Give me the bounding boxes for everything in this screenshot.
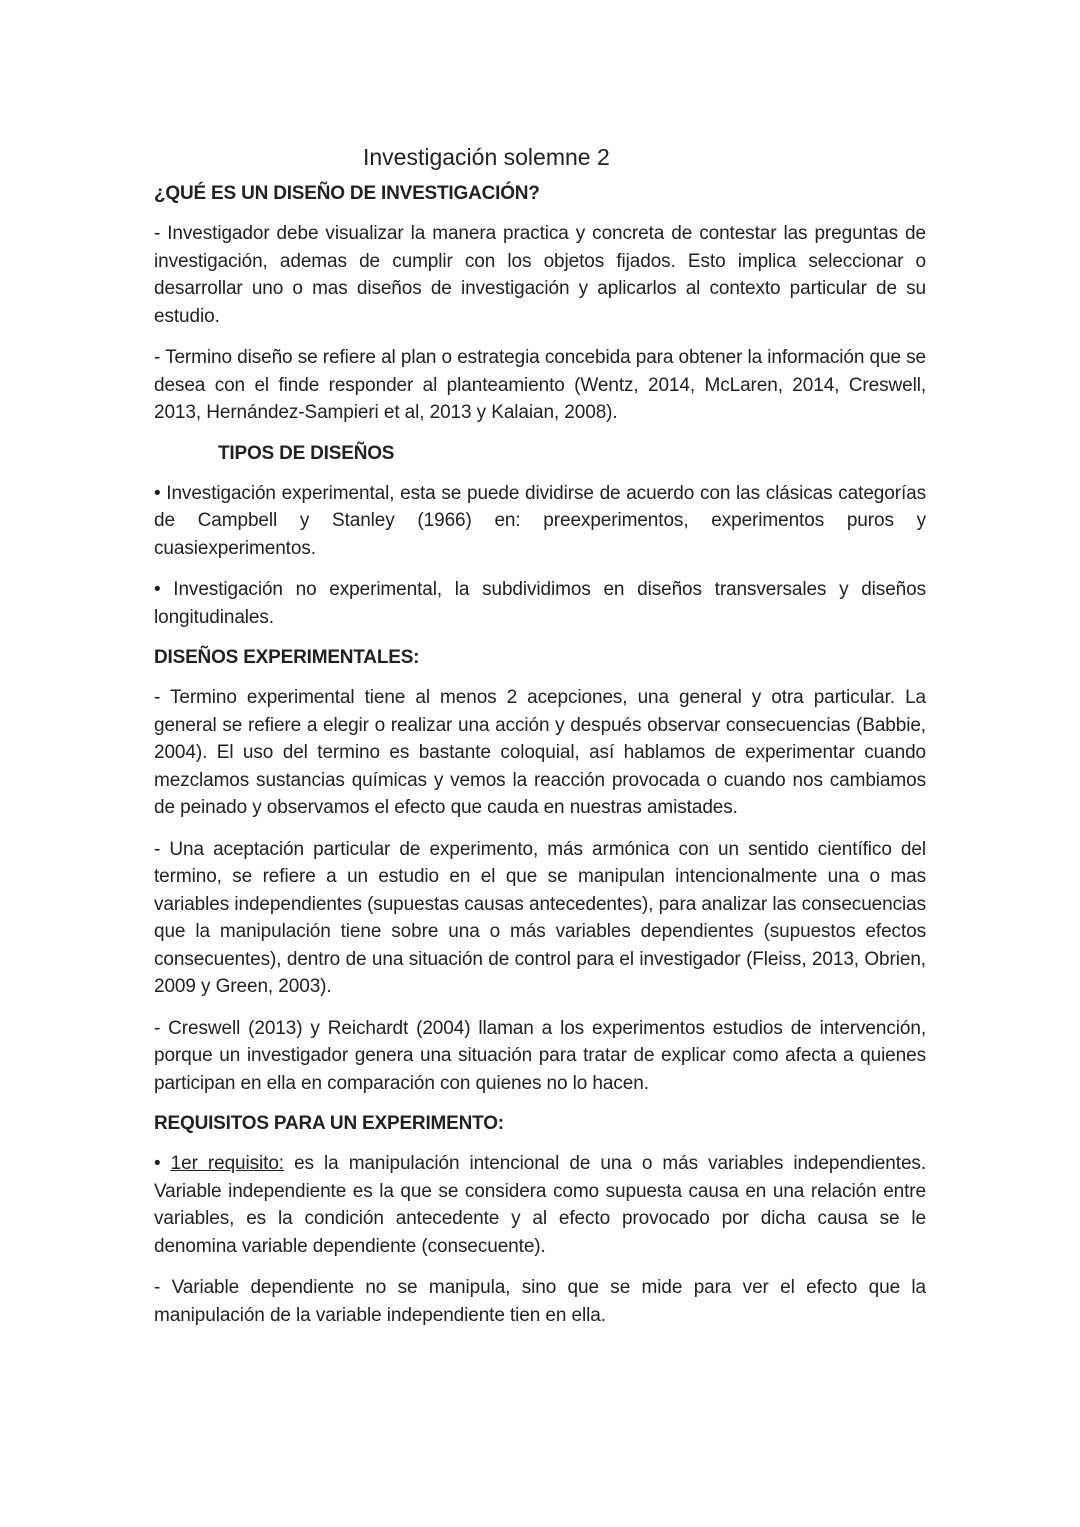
heading-que-es-diseno: ¿QUÉ ES UN DISEÑO DE INVESTIGACIÓN?	[154, 183, 540, 204]
requisito-label: 1er requisito:	[170, 1153, 284, 1174]
bullet-primer-requisito	[154, 1150, 926, 1260]
paragraph-variable-dependiente: - Variable dependiente no se manipula, sino que se mide para ver el efecto que la manipulación de la variable independiente tien en ella.	[154, 1277, 926, 1326]
requisito-text: es la manipulación intencional de una o más variables independientes. Variable independiente es la que se considera como supuesta causa en una relación entre variables, es la condición antecedente y al efecto provocado por dicha causa se le denomina variable dependiente (consecuente).	[154, 1153, 926, 1257]
paragraph-termino-experimental: - Termino experimental tiene al menos 2 acepciones, una general y otra particular. La general se refiere a elegir o realizar una acción y después observar consecuencias (Babbie, 2004). El uso del termino es bastante coloquial, así hablamos de experimentar cuando mezclamos sustancias químicas y vemos la reacción provocada o cuando nos cambiamos de peinado y observamos el efecto que cauda en nuestras amistades.	[154, 687, 926, 818]
heading-requisitos: REQUISITOS PARA UN EXPERIMENTO:	[154, 1113, 504, 1134]
heading-tipos-disenos: TIPOS DE DISEÑOS	[218, 442, 395, 464]
paragraph-aceptacion-particular: - Una aceptación particular de experimento, más armónica con un sentido científico del termino, se refiere a un estudio en el que se manipulan intencionalmente una o mas variables independientes (supuestas causas antecedentes), para analizar las consecuencias que la manipulación tiene sobre una o más variables dependientes (supuestos efectos consecuentes), dentro de una situación de control para el investigador (Fleiss, 2013, Obrien, 2009 y Green, 2003).	[154, 838, 926, 997]
bullet-investigacion-experimental: • Investigación experimental, esta se puede dividirse de acuerdo con las clásicas categorías de Campbell y Stanley (1966) en: preexperimentos, experimentos puros y cuasiexperimentos.	[154, 482, 926, 559]
paragraph-creswell-reichardt: - Creswell (2013) y Reichardt (2004) llaman a los experimentos estudios de intervención, porque un investigador genera una situación para tratar de explicar como afecta a quienes participan en ella en comparación con quienes no lo hacen.	[154, 1017, 926, 1094]
bullet-marker: •	[154, 1153, 171, 1174]
document-page	[154, 142, 926, 1343]
paragraph-investigador: - Investigador debe visualizar la manera practica y concreta de contestar las preguntas de investigación, ademas de cumplir con los objetos fijados. Esto implica seleccionar o desarrollar uno o mas diseños de investigación y aplicarlos al contexto particular de su estudio.	[154, 223, 926, 327]
document-title: Investigación solemne 2	[363, 144, 610, 170]
heading-disenos-experimentales: DISEÑOS EXPERIMENTALES:	[154, 647, 420, 668]
bullet-investigacion-no-experimental: • Investigación no experimental, la subdividimos en diseños transversales y diseños longitudinales.	[154, 579, 926, 628]
paragraph-termino-diseno: - Termino diseño se refiere al plan o estrategia concebida para obtener la información que se desea con el finde responder al planteamiento (Wentz, 2014, McLaren, 2014, Creswell, 2013, Hernández-Sampieri et al, 2013 y Kalaian, 2008).	[154, 347, 926, 423]
